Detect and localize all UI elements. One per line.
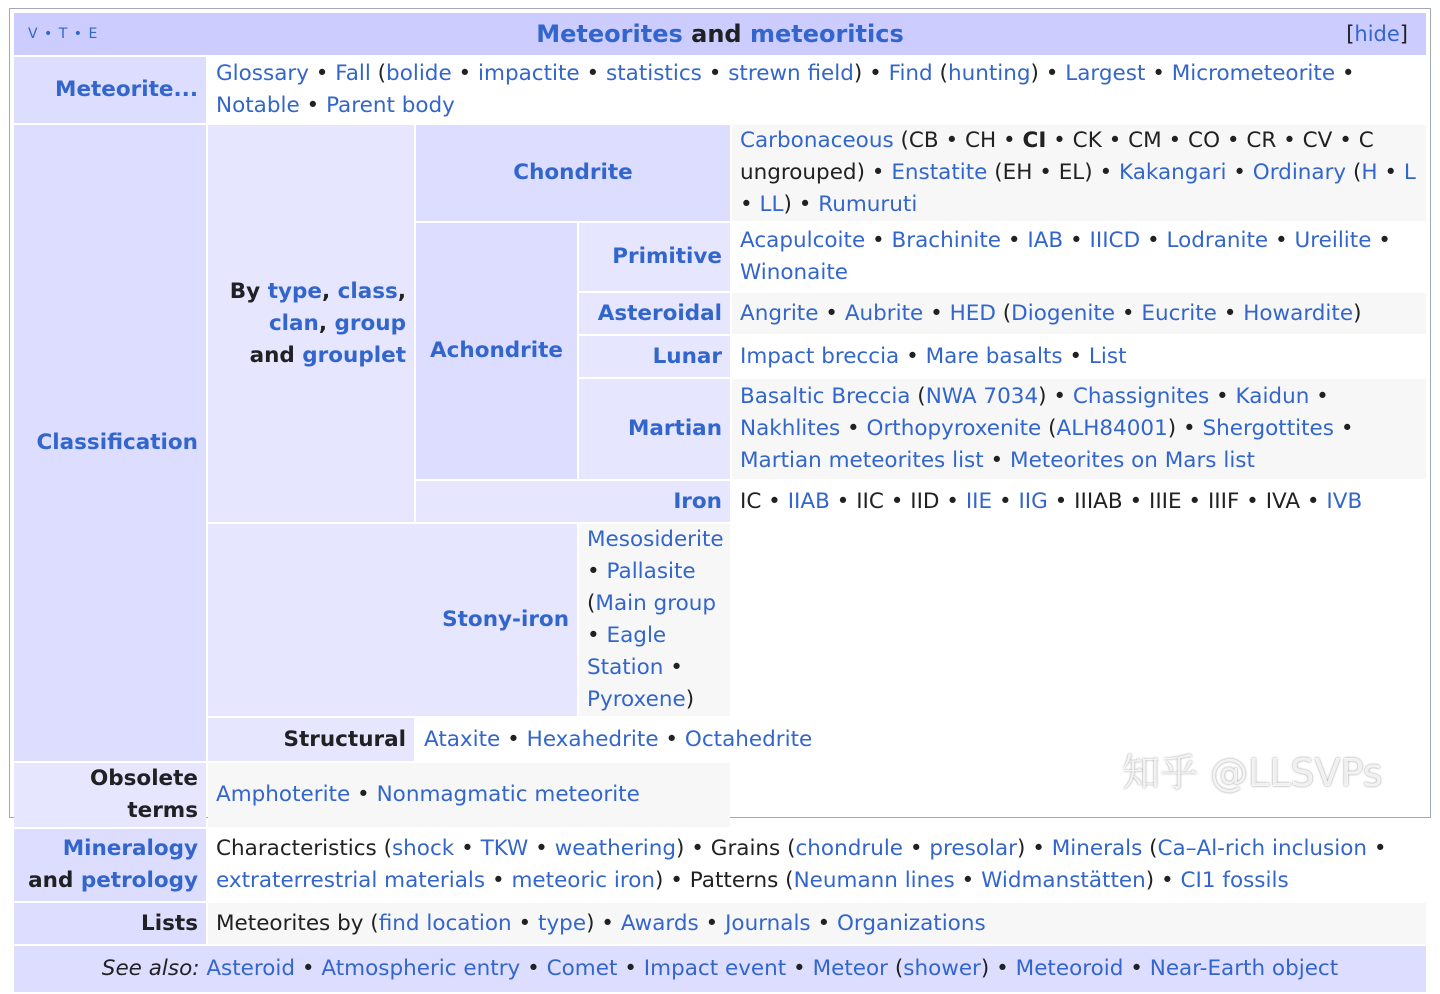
group-lunar[interactable]: Lunar [579, 336, 730, 377]
nav-link[interactable]: IIE [965, 488, 993, 514]
group-chondrite[interactable]: Chondrite [416, 125, 730, 221]
nav-link[interactable]: CI1 fossils [1180, 868, 1289, 893]
list-asteroidal: Angrite • Aubrite • HED (Diogenite • Eucrite • Howardite) [732, 293, 1426, 334]
list-lists: Meteorites by (find location • type) • Awards • Journals • Organizations [208, 903, 1426, 944]
nav-link[interactable]: Martian meteorites list [740, 448, 984, 473]
nav-link[interactable]: IIAB [787, 488, 830, 514]
nav-link[interactable]: IVB [1326, 488, 1363, 514]
nav-link[interactable]: Octahedrite [684, 726, 813, 752]
nav-link[interactable]: grouplet [302, 342, 406, 368]
nav-link[interactable]: Micrometeorite [1171, 61, 1336, 86]
nav-link[interactable]: Main group [595, 591, 716, 616]
nav-link[interactable]: Nakhlites [740, 416, 841, 441]
nav-link[interactable]: Parent body [326, 93, 455, 118]
nav-link[interactable]: Eagle Station [587, 623, 667, 680]
nav-link[interactable]: Notable [216, 93, 300, 118]
nav-link[interactable]: Impact event [643, 956, 787, 981]
nav-link[interactable]: type [538, 910, 587, 936]
nav-link[interactable]: Meteor [812, 956, 889, 981]
nav-link[interactable]: ALH84001 [1056, 416, 1168, 441]
nav-link[interactable]: Awards [620, 910, 699, 936]
nav-link[interactable]: clan [268, 310, 319, 336]
nav-link[interactable]: Angrite [740, 300, 819, 326]
nav-link[interactable]: statistics [606, 61, 702, 86]
nav-link[interactable]: shock [391, 836, 455, 861]
nav-link[interactable]: shower [903, 956, 981, 981]
navbox-table [12, 11, 1428, 994]
nav-link[interactable]: Mineralogy [62, 836, 198, 861]
nav-link[interactable]: weathering [554, 836, 677, 861]
nav-link[interactable]: Basaltic Breccia [740, 384, 911, 409]
nav-link[interactable]: Hexahedrite [526, 726, 659, 752]
nav-link[interactable]: impactite [478, 61, 580, 86]
nav-link[interactable]: Impact breccia [740, 343, 900, 369]
hide-toggle[interactable]: [hide] [1346, 22, 1408, 46]
nav-link[interactable]: Mare basalts [925, 343, 1063, 369]
group-achondrite[interactable]: Achondrite [416, 223, 577, 479]
nav-link[interactable]: Enstatite [891, 160, 988, 185]
group-classification[interactable]: Classification [14, 125, 206, 761]
nav-link[interactable]: Kaidun [1235, 384, 1310, 409]
nav-link[interactable]: extraterrestrial materials [216, 868, 486, 893]
nav-link[interactable]: Meteorites on Mars list [1010, 448, 1255, 473]
nav-link[interactable]: Pallasite [606, 559, 696, 584]
list-iron: IC • IIAB • IIC • IID • IIE • IIG • IIIAB • IIIE • IIIF • IVA • IVB [732, 481, 1426, 522]
nav-link[interactable]: Nonmagmatic meteorite [376, 782, 640, 807]
group-iron[interactable]: Iron [416, 481, 730, 522]
list-chondrite: Carbonaceous (CB • CH • CI • CK • CM • CO • CR • CV • C ungrouped) • Enstatite (EH • EL) • Kakangari • Ordinary (H • L • LL) • Rumuruti [732, 125, 1426, 221]
nav-link[interactable]: presolar [929, 836, 1017, 861]
nav-link[interactable]: Shergottites [1202, 416, 1334, 441]
nav-link[interactable]: IAB [1027, 228, 1064, 253]
group-by-type: By type, class, clan, group and grouplet [208, 125, 414, 522]
nav-link[interactable]: Organizations [837, 910, 986, 936]
nav-link[interactable]: Aubrite [844, 300, 924, 326]
nav-link[interactable]: Ca–Al-rich inclusion [1157, 836, 1367, 861]
nav-link[interactable]: LL [759, 192, 784, 217]
nav-link[interactable]: Journals [725, 910, 811, 936]
nav-link[interactable]: Neumann lines [793, 868, 955, 893]
nav-link[interactable]: type [267, 278, 322, 304]
list-lunar: Impact breccia • Mare basalts • List [732, 336, 1426, 377]
nav-link[interactable]: bolide [386, 61, 452, 86]
nav-link[interactable]: Orthopyroxenite [866, 416, 1042, 441]
group-mineralogy[interactable]: Mineralogy and petrology [14, 829, 206, 901]
nav-link[interactable]: Meteoroid [1015, 956, 1124, 981]
title-link-meteorites[interactable]: Meteorites [536, 20, 683, 48]
nav-link[interactable]: find location [378, 910, 512, 936]
nav-link[interactable]: Diogenite [1011, 300, 1115, 326]
list-obsolete: Amphoterite • Nonmagmatic meteorite [208, 763, 730, 827]
nav-link[interactable]: Eucrite [1141, 300, 1217, 326]
nav-link[interactable]: Ordinary [1252, 160, 1347, 185]
nav-link[interactable]: Near-Earth object [1149, 956, 1339, 981]
group-asteroidal[interactable]: Asteroidal [579, 293, 730, 334]
nav-link[interactable]: group [334, 310, 406, 336]
list-meteorite: Glossary • Fall (bolide • impactite • statistics • strewn field) • Find (hunting) • Largest • Micrometeorite • Notable • Parent body [208, 57, 1426, 123]
nav-link[interactable]: Pyroxene [587, 687, 686, 712]
list-mineralogy: Characteristics (shock • TKW • weathering) • Grains (chondrule • presolar) • Minerals (Ca–Al-rich inclusion • extraterrestrial materials • meteoric iron) • Patterns (Neumann lines • Widmanstätten) • CI1 fossils [208, 829, 1426, 901]
nav-link[interactable]: Find [888, 61, 933, 86]
list-structural: Ataxite • Hexahedrite • Octahedrite [416, 718, 1426, 761]
nav-link[interactable]: Minerals [1051, 836, 1143, 861]
nav-link[interactable]: Asteroid [206, 956, 296, 981]
nav-link[interactable]: petrology [80, 868, 198, 893]
nav-link[interactable]: NWA 7034 [925, 384, 1039, 409]
nav-link[interactable]: class [337, 278, 398, 304]
nav-link[interactable]: Ataxite [424, 726, 501, 752]
group-structural: Structural [208, 718, 414, 761]
group-obsolete: Obsolete terms [14, 763, 206, 827]
list-stony-iron: Mesosiderite • Pallasite (Main group • Eagle Station • Pyroxene) [579, 524, 730, 716]
group-stony-iron[interactable]: Stony-iron [208, 524, 577, 716]
nav-link[interactable]: HED [949, 300, 996, 326]
nav-link[interactable]: chondrule [795, 836, 904, 861]
vte-links[interactable]: V • T • E [28, 26, 99, 42]
nav-link[interactable]: Carbonaceous [740, 128, 894, 153]
nav-link[interactable]: Fall [335, 61, 371, 86]
nav-link[interactable]: L [1403, 160, 1416, 185]
nav-link[interactable]: Lodranite [1166, 228, 1269, 253]
nav-link[interactable]: hunting [947, 61, 1031, 86]
group-martian[interactable]: Martian [579, 379, 730, 479]
group-primitive[interactable]: Primitive [579, 223, 730, 291]
group-meteorite[interactable]: Meteorite... [14, 57, 206, 123]
nav-link[interactable]: Glossary [216, 61, 309, 86]
nav-link[interactable]: Brachinite [891, 228, 1001, 253]
nav-link[interactable]: meteoric iron [511, 868, 656, 893]
nav-link[interactable]: Atmospheric entry [321, 956, 521, 981]
nav-link[interactable]: Winonaite [740, 260, 848, 285]
nav-link[interactable]: List [1088, 343, 1127, 369]
navbox-below: See also: Asteroid • Atmospheric entry • Comet • Impact event • Meteor (shower) • Meteoroid • Near-Earth object [14, 946, 1426, 992]
nav-link[interactable]: Mesosiderite [587, 527, 724, 552]
nav-link[interactable]: Widmanstätten [981, 868, 1146, 893]
group-lists: Lists [14, 903, 206, 944]
navbox [9, 8, 1431, 981]
list-martian: Basaltic Breccia (NWA 7034) • Chassignites • Kaidun • Nakhlites • Orthopyroxenite (ALH84001) • Shergottites • Martian meteorites list • Meteorites on Mars list [732, 379, 1426, 479]
nav-link[interactable]: H [1361, 160, 1378, 185]
nav-link[interactable]: strewn field [728, 61, 854, 86]
nav-link[interactable]: Acapulcoite [740, 228, 866, 253]
nav-link[interactable]: Rumuruti [818, 192, 918, 217]
nav-link[interactable]: Largest [1065, 61, 1146, 86]
watermark: 知乎 @LLSVPs [1122, 751, 1383, 795]
nav-link[interactable]: TKW [480, 836, 529, 861]
title-link-meteoritics[interactable]: meteoritics [749, 20, 904, 48]
nav-link[interactable]: Howardite [1243, 300, 1354, 326]
nav-link[interactable]: Kakangari [1119, 160, 1227, 185]
nav-link[interactable]: Chassignites [1072, 384, 1210, 409]
navbox-title: V • T • E Meteorites and meteoritics [hide] [14, 13, 1426, 55]
nav-link[interactable]: Amphoterite [216, 782, 351, 807]
nav-link[interactable]: IIG [1018, 488, 1048, 514]
nav-link[interactable]: IIICD [1089, 228, 1141, 253]
nav-link[interactable]: Comet [546, 956, 618, 981]
list-primitive: Acapulcoite • Brachinite • IAB • IIICD • Lodranite • Ureilite • Winonaite [732, 223, 1426, 291]
nav-link[interactable]: Ureilite [1294, 228, 1372, 253]
